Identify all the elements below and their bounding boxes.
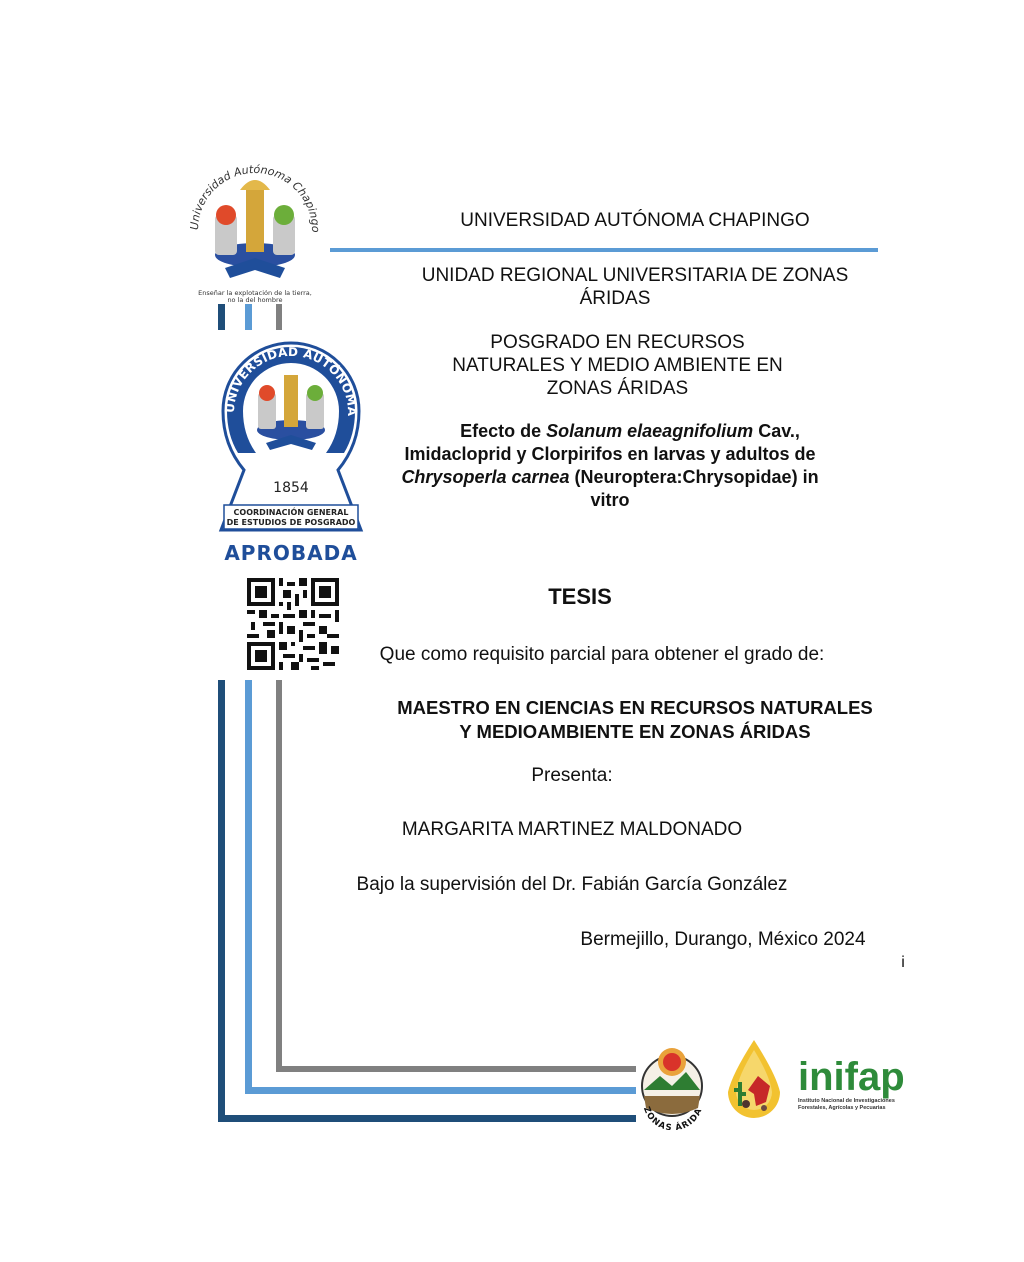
program-line-3: ZONAS ÁRIDAS bbox=[546, 378, 689, 399]
drop-logo bbox=[718, 1036, 790, 1126]
unit-line-2: ÁRIDAS bbox=[579, 288, 651, 309]
thesis-title-line-4: vitro bbox=[590, 490, 630, 510]
posgrado-seal-icon bbox=[218, 335, 364, 567]
chapingo-crest bbox=[180, 160, 330, 305]
place-date: Bermejillo, Durango, México 2024 bbox=[580, 929, 866, 950]
seal-box-1: COORDINACIÓN GENERAL bbox=[233, 508, 349, 517]
author-name: MARGARITA MARTINEZ MALDONADO bbox=[401, 819, 743, 840]
qr-code[interactable] bbox=[247, 578, 339, 670]
chapingo-motto-1: Enseñar la explotación de la tierra, bbox=[198, 289, 312, 297]
zonas-aridas-text: ZONAS ÁRIDA bbox=[640, 1105, 705, 1130]
program-line-1: POSGRADO EN RECURSOS bbox=[490, 332, 745, 353]
thesis-title-line-3 bbox=[350, 466, 870, 489]
supervisor-text: Bajo la supervisión del Dr. Fabián García González bbox=[356, 874, 788, 895]
chapingo-crest-icon bbox=[180, 160, 330, 305]
unit-line-1: UNIDAD REGIONAL UNIVERSITARIA DE ZONAS bbox=[421, 265, 849, 286]
seal-year: 1854 bbox=[273, 480, 309, 496]
degree-line-2: Y MEDIOAMBIENTE EN ZONAS ÁRIDAS bbox=[459, 721, 811, 742]
chapingo-motto-2: no la del hombre bbox=[227, 296, 283, 304]
program-line-2: NATURALES Y MEDIO AMBIENTE EN bbox=[452, 355, 783, 376]
title-l1-a: Efecto de bbox=[460, 421, 547, 441]
thesis-title-line-1 bbox=[380, 420, 880, 443]
seal-arc-text: UNIVERSIDAD AUTÓNOMA bbox=[222, 344, 360, 417]
drop-logo-icon bbox=[718, 1036, 790, 1126]
frame-middle-bottom bbox=[245, 1087, 636, 1094]
inifap-sub-2: Forestales, Agrícolas y Pecuarias bbox=[798, 1105, 886, 1111]
page-number: i bbox=[901, 954, 905, 971]
chapingo-arc-text: Universidad Autónoma Chapingo bbox=[187, 162, 323, 233]
inifap-logo bbox=[796, 1054, 930, 1116]
seal-status: APROBADA bbox=[224, 541, 358, 565]
inifap-sub-1: Instituto Nacional de Investigaciones bbox=[798, 1098, 895, 1104]
frame-inner-bottom bbox=[276, 1066, 636, 1072]
frame-outer-bottom bbox=[218, 1115, 636, 1122]
university-name: UNIVERSIDAD AUTÓNOMA CHAPINGO bbox=[460, 210, 810, 231]
inifap-wordmark: inifap bbox=[798, 1055, 905, 1099]
presenta-label: Presenta: bbox=[531, 765, 613, 786]
inifap-logo-icon bbox=[796, 1054, 930, 1116]
title-l3-b: (Neuroptera:Chrysopidae) in bbox=[569, 467, 819, 487]
header-rule bbox=[330, 248, 878, 252]
title-l3-species: Chrysoperla carnea bbox=[401, 467, 570, 487]
requisito-text: Que como requisito parcial para obtener el grado de: bbox=[379, 644, 825, 665]
title-l1-species: Solanum elaeagnifolium bbox=[546, 421, 754, 441]
title-l1-c: Cav., bbox=[753, 421, 800, 441]
tesis-heading: TESIS bbox=[548, 584, 612, 609]
degree-line-1: MAESTRO EN CIENCIAS EN RECURSOS NATURALES bbox=[397, 697, 873, 718]
zonas-aridas-logo bbox=[636, 1038, 708, 1130]
qr-code-icon bbox=[247, 578, 339, 670]
posgrado-seal bbox=[218, 335, 364, 567]
zonas-aridas-logo-icon bbox=[636, 1038, 708, 1130]
thesis-title-line-2: Imidacloprid y Clorpirifos en larvas y adultos de bbox=[404, 444, 816, 464]
seal-box-2: DE ESTUDIOS DE POSGRADO bbox=[226, 518, 356, 527]
